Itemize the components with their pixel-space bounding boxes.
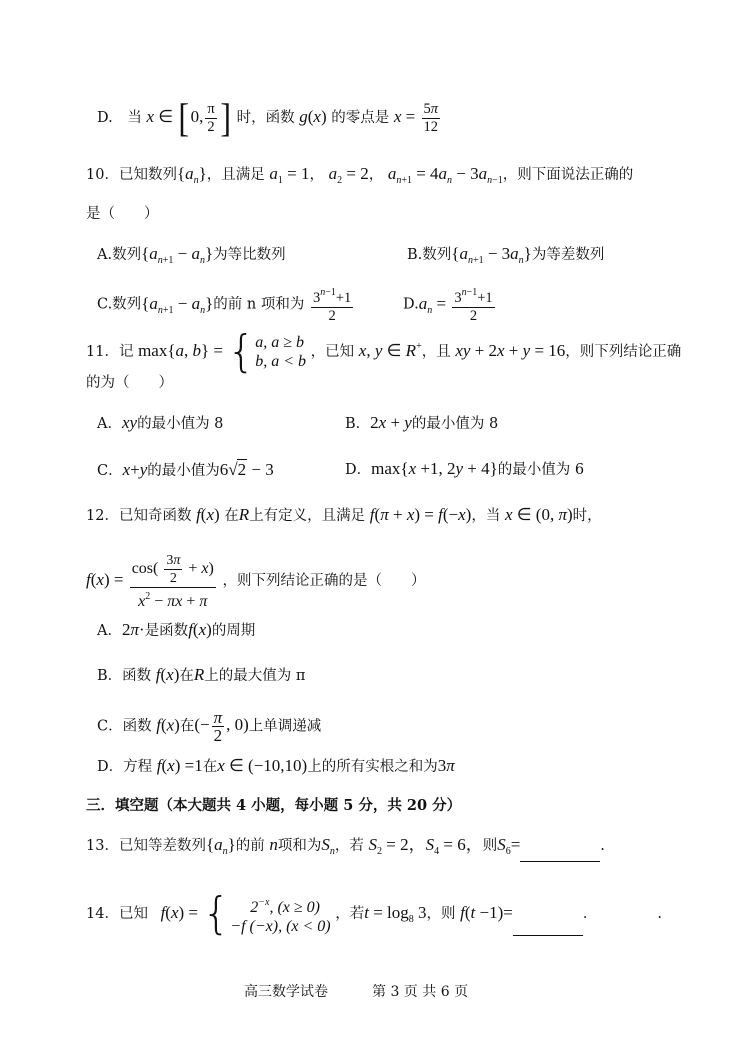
q12-stem-5: 时， <box>572 508 602 524</box>
q9-math-x: x <box>146 107 154 126</box>
q11-option-d <box>345 459 584 480</box>
q11-stem-3: ，且 <box>421 344 451 360</box>
q12-option-a-tail: 是函数 <box>144 623 189 639</box>
q10-seq-an: $\{a_n\}$ <box>176 164 207 186</box>
q14-stem-5: . <box>657 906 662 922</box>
q10-stem-line2: 是（ ） <box>86 206 159 222</box>
q13-stem-2: 的前 <box>235 838 265 854</box>
q12-option-b-3: 上的最大值为 π <box>204 668 306 684</box>
q11-option-d-math: max{x +1, 2y + 4} <box>371 459 498 478</box>
q14-t-def: $t = \log_8 3$ <box>364 903 427 925</box>
q13-stem-4: ，若 <box>334 838 364 854</box>
q12-option-b-label: B． <box>97 668 123 684</box>
q12-definition <box>86 552 425 610</box>
q14-number: 14． <box>86 906 119 922</box>
q9-option-d-label: D. <box>97 110 113 126</box>
q14-fx: f(x) = <box>160 903 203 922</box>
q13-seq: $\{a_n\}$ <box>205 835 236 857</box>
q14-stem-3: ，则 <box>426 906 456 922</box>
q10-comma-2: ， <box>368 167 384 183</box>
q12-option-b-1: 函数 <box>122 668 152 684</box>
q9-interval-pi-over-2: $\frac{\pi}{2}$ <box>207 100 215 135</box>
q14-target: f(t −1)= <box>460 903 513 922</box>
q10-cond-a1: $a_1 = 1$ <box>269 164 310 186</box>
q9-option-d-text-3: 的零点是 <box>331 110 390 126</box>
q11-option-c-label: C． <box>97 463 123 479</box>
q10-cond-a2: $a_2 = 2$ <box>328 164 369 186</box>
q12-option-d-label: D． <box>97 759 124 775</box>
q12-option-c-label: C． <box>97 718 123 735</box>
q11-option-b-math: 2x + y <box>370 413 412 432</box>
q11-option-b-tail: 的最小值为 8 <box>411 416 499 432</box>
q14-stem <box>86 888 662 939</box>
q11-number: 11． <box>86 344 119 360</box>
q11-stem-4: ，则下列结论正确 <box>565 344 682 360</box>
q13-answer-blank[interactable] <box>520 845 600 862</box>
q11-piecewise: a, a ≥ b b, a < b <box>255 334 307 370</box>
q10-comma-1: ， <box>309 167 324 183</box>
q9-math-gx-arg: ( <box>307 107 314 126</box>
q14-stem-1: 已知 <box>118 906 148 922</box>
q12-option-b-fx: f(x) <box>155 665 180 684</box>
q11-max-def: max{a, b} = <box>138 341 228 360</box>
q10-option-a-math: $\{a_{n+1} - a_n\}$ <box>141 244 214 266</box>
q14-stem-4: ． <box>582 906 598 922</box>
q12-option-b <box>97 665 305 686</box>
q10-option-b-tail: 为等差数列 <box>531 247 605 263</box>
q11-option-c-value: 6√2 − 3 <box>219 460 274 479</box>
q12-stem-2: 在 <box>224 508 239 524</box>
q12-R: R <box>238 505 250 524</box>
q11-option-c <box>97 459 274 481</box>
q10-option-b-label: B.数列 <box>407 247 452 263</box>
q11-stem <box>86 326 682 377</box>
q10-option-c-tail: 的前 n 项和为 <box>213 296 305 313</box>
q12-interval: x ∈ (0, π) <box>504 505 573 524</box>
q13-stem-5: 则 <box>482 838 498 854</box>
q14-answer-blank[interactable] <box>513 919 583 936</box>
q14-brace: { <box>202 888 231 939</box>
q13-n: n <box>269 835 278 854</box>
q12-option-a-fx: f(x) <box>188 620 212 639</box>
q13-Sn: $S_n$ <box>321 835 335 857</box>
q10-stem-1: 已知数列 <box>118 167 177 183</box>
q11-option-b <box>345 413 498 434</box>
q12-option-a-tail2: 的周期 <box>211 623 256 639</box>
q12-option-c-2: 在 <box>179 718 195 735</box>
q12-option-c-fx: f(x) <box>156 715 180 735</box>
q10-option-c-frac: $\frac{3^{n-1}+1}{2}$ <box>311 284 353 325</box>
q12-symmetry: f(π + x) = f(−x) <box>369 505 472 524</box>
q10-option-c-math: $\{a_{n+1} - a_n\}$ <box>141 293 214 316</box>
q9-option-d-text-2: 时，函数 <box>236 110 295 126</box>
q9-math-in: ∈ <box>153 107 178 126</box>
q10-comma-3: ， <box>502 167 518 183</box>
q10-option-c-label: C.数列 <box>97 296 142 313</box>
q13-cond-s2: $S_2 = 2$， <box>368 835 426 857</box>
q12-option-d-2: 在 <box>202 759 218 775</box>
q12-option-a-math: 2π· <box>121 620 145 639</box>
q12-option-a <box>97 620 255 641</box>
q11-option-a <box>97 413 223 434</box>
q12-option-b-R: R <box>193 665 205 684</box>
q12-option-d-value: 3π <box>437 756 455 775</box>
q13-stem <box>86 835 605 862</box>
q10-option-a <box>97 244 286 271</box>
q13-cond-s4: $S_4 = 6$， <box>425 835 483 857</box>
q12-stem-1: 已知奇函数 <box>118 508 192 524</box>
footer-page: 第 3 页 共 6 页 <box>372 984 469 1000</box>
q12-def-lhs: f(x) = <box>86 570 128 589</box>
q10-option-d-label: D. <box>403 296 419 313</box>
q13-stem-1: 已知等差数列 <box>118 838 206 854</box>
q11-equation: xy + 2x + y = 16 <box>455 341 566 360</box>
section-3-title: 三．填空题（本大题共 4 小题，每小题 5 分，共 20 分） <box>86 797 462 814</box>
q9-interval-zero: 0, <box>190 107 204 126</box>
q10-stem-2: ，且满足 <box>206 167 265 183</box>
q12-stem-4: ，当 <box>471 508 501 524</box>
q11-option-b-label: B． <box>345 416 371 432</box>
q12-stem-3: 上有定义，且满足 <box>249 508 366 524</box>
q9-math-gx-close: ) <box>320 107 327 126</box>
q11-brace: { <box>227 326 256 377</box>
q12-option-b-2: 在 <box>179 668 194 684</box>
q11-option-c-tail: 的最小值为 <box>147 463 220 479</box>
q12-option-a-label: A． <box>97 623 122 639</box>
q11-option-a-label: A． <box>97 416 122 432</box>
q12-fx: f(x) <box>196 505 220 524</box>
q13-stem-6: . <box>600 838 605 854</box>
q13-stem-3: 项和为 <box>277 838 322 854</box>
q12-option-c-interval: (− $\frac{\pi}{2}$ , 0) <box>194 708 249 745</box>
q12-stem-line2-tail: ，则下列结论正确的是（ ） <box>222 573 426 589</box>
q12-option-d-1: 方程 <box>123 759 153 775</box>
q11-option-d-label: D． <box>345 462 372 478</box>
q12-option-d <box>97 756 455 777</box>
q10-option-d-frac: $\frac{3^{n-1}+1}{2}$ <box>452 284 494 325</box>
q10-stem <box>86 164 633 191</box>
q9-option-d <box>97 95 442 140</box>
q12-option-c-1: 函数 <box>122 718 152 735</box>
q11-domain: x, y ∈ R+ <box>358 341 422 360</box>
q11-stem-1: 记 <box>118 344 134 360</box>
q9-math-eq: = <box>401 107 420 126</box>
q10-stem-3: 则下面说法正确的 <box>517 167 634 183</box>
q10-option-c <box>97 284 355 325</box>
q11-stem-line2: 的为（ ） <box>86 375 173 391</box>
q12-option-d-eq: f(x) =1 <box>156 756 203 775</box>
q10-option-d-math: $a_n$ = <box>418 293 451 316</box>
q13-S6: $S_6=$ <box>497 835 521 857</box>
q10-option-a-tail: 为等比数列 <box>213 247 286 263</box>
q12-option-d-3: 上的所有实根之和为 <box>307 759 438 775</box>
q11-stem-2: ，已知 <box>310 344 355 360</box>
footer-subject: 高三数学试卷 <box>244 984 328 1000</box>
q11-option-a-math: xy <box>121 413 138 432</box>
q11-option-a-tail: 的最小值为 8 <box>137 416 224 432</box>
q12-number: 12． <box>86 508 119 524</box>
q10-option-a-label: A.数列 <box>97 247 142 263</box>
q10-recurrence: $a_{n+1} = 4a_n - 3a_{n-1}$ <box>387 164 503 186</box>
q14-piecewise: $2^{-x}$, (x ≥ 0) −f (−x), (x < 0) <box>230 896 331 935</box>
q11-option-c-math: x+y <box>122 460 148 479</box>
q9-math-gx: g <box>299 107 308 126</box>
q13-number: 13． <box>86 838 119 854</box>
q10-number: 10． <box>86 167 119 183</box>
q10-option-b-math: $\{a_{n+1} - 3a_n\}$ <box>451 244 532 266</box>
q10-option-b <box>407 244 604 271</box>
q14-stem-2: ，若 <box>335 906 365 922</box>
q9-option-d-text-1: 当 <box>127 110 142 126</box>
q12-option-d-interval: x ∈ (−10,10) <box>217 756 308 775</box>
q12-option-c-3: 上单调递减 <box>248 718 322 735</box>
q9-interval-close: ] <box>220 95 231 140</box>
q9-zero-value: $\frac{5\pi}{12}$ <box>423 100 439 135</box>
q11-option-d-tail: 的最小值为 6 <box>497 462 585 478</box>
q9-math-gx-x: x <box>313 107 321 126</box>
q10-option-d <box>403 284 497 325</box>
q12-def-frac: cos( $\frac{3\pi}{2}$ + x) $x^2 - \pi x + \pi$ <box>131 553 214 610</box>
q12-stem <box>86 505 602 526</box>
q9-math-x-eq: x <box>393 107 402 126</box>
q12-option-c <box>97 709 321 744</box>
q9-interval-open: [ <box>178 95 190 140</box>
